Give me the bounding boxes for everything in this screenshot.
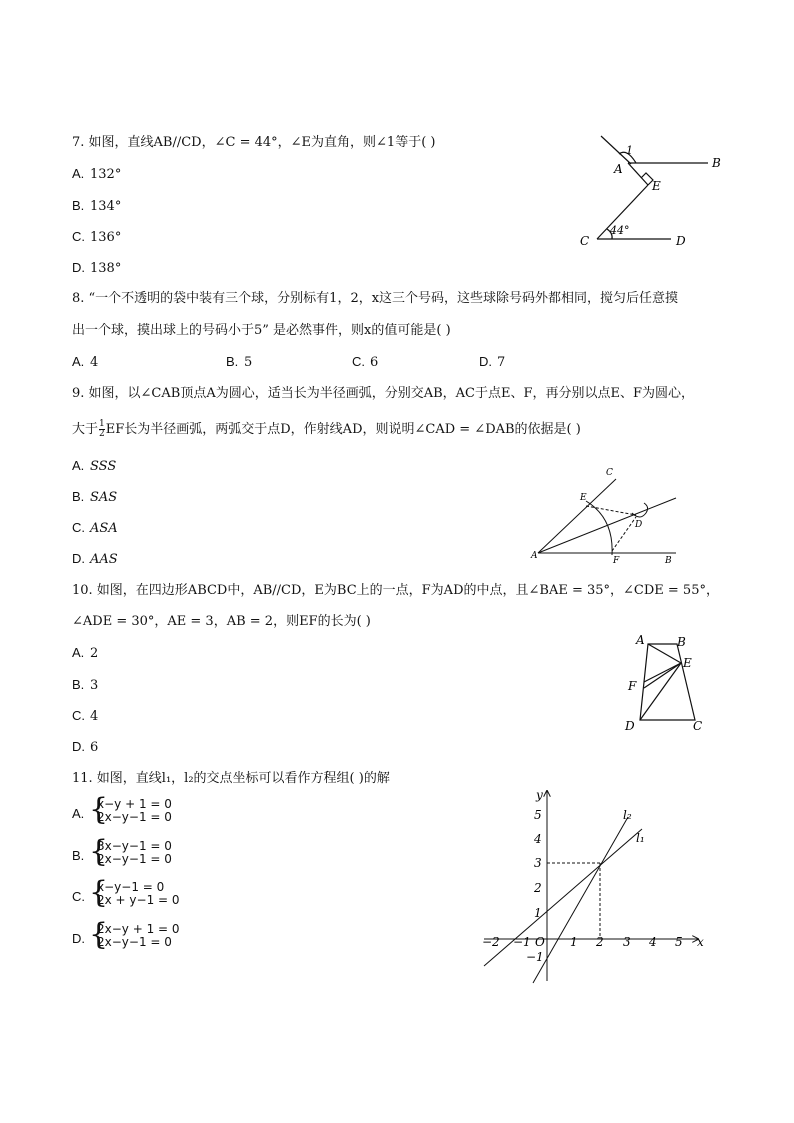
option-text: SAS bbox=[90, 490, 118, 505]
option-label: A. bbox=[72, 645, 85, 660]
brace-icon: { bbox=[89, 834, 109, 869]
x-tick-4: 4 bbox=[649, 935, 657, 949]
option-text: ASA bbox=[90, 521, 118, 536]
option-label: A. bbox=[72, 458, 85, 473]
option-text: SSS bbox=[90, 459, 117, 474]
q8-option-c[interactable] bbox=[352, 353, 378, 372]
label-f: F bbox=[628, 679, 637, 693]
label-a: A bbox=[531, 551, 538, 561]
q10-figure bbox=[620, 630, 710, 735]
label-a: A bbox=[636, 633, 645, 647]
equation-1: x−y + 1 = 0 bbox=[97, 797, 172, 811]
x-tick-2: 2 bbox=[596, 935, 604, 949]
option-label: D. bbox=[479, 354, 492, 369]
segment-de bbox=[640, 663, 681, 720]
label-b: B bbox=[677, 635, 686, 649]
label-c: C bbox=[606, 468, 613, 478]
text-pre: 大于 bbox=[72, 422, 99, 437]
label-d: D bbox=[635, 520, 643, 530]
label-1: 1 bbox=[626, 144, 633, 157]
q7-option-a[interactable] bbox=[72, 165, 121, 184]
y-tick-neg1: −1 bbox=[526, 950, 544, 964]
y-tick-3: 3 bbox=[534, 856, 542, 870]
y-tick-4: 4 bbox=[534, 832, 542, 846]
label-e: E bbox=[683, 656, 692, 670]
y-tick-1: 1 bbox=[534, 906, 542, 920]
label-d: D bbox=[625, 719, 635, 733]
x-tick-5: 5 bbox=[675, 935, 683, 949]
option-label: B. bbox=[72, 489, 85, 504]
q8-option-a[interactable] bbox=[72, 353, 98, 372]
equation-1: 2x−y + 1 = 0 bbox=[97, 922, 180, 936]
equation-2: 2x−y−1 = 0 bbox=[97, 852, 172, 866]
equation-1: 3x−y−1 = 0 bbox=[97, 839, 172, 853]
equation-2: 2x−y−1 = 0 bbox=[97, 935, 172, 949]
dashed-ed bbox=[586, 506, 636, 515]
option-label: A. bbox=[72, 354, 85, 369]
q7-option-b[interactable] bbox=[72, 197, 121, 216]
q9-option-a[interactable] bbox=[72, 457, 116, 476]
label-e: E bbox=[652, 179, 661, 193]
label-b: B bbox=[712, 156, 721, 170]
option-text: 134° bbox=[90, 199, 122, 214]
option-label: A. bbox=[72, 166, 85, 181]
segment-ef-extra bbox=[644, 663, 681, 688]
q10-stem-line1: 10. 如图，在四边形ABCD中，AB//CD，E为BC上的一点，F为AD的中点，且∠BAE = 35°，∠CDE = 55°， bbox=[72, 583, 719, 598]
option-label: C. bbox=[72, 889, 85, 904]
q10-stem-line2: ∠ADE = 30°，AE = 3，AB = 2，则EF的长为( ) bbox=[72, 614, 371, 629]
x-tick-3: 3 bbox=[623, 935, 631, 949]
option-text: 132° bbox=[90, 167, 122, 182]
equation-1: x−y−1 = 0 bbox=[97, 880, 165, 894]
q7-option-d[interactable] bbox=[72, 259, 121, 278]
option-label: B. bbox=[72, 677, 85, 692]
arc-ef bbox=[586, 501, 612, 555]
fraction-numerator: 1 bbox=[99, 419, 105, 429]
q10-option-c[interactable] bbox=[72, 707, 98, 726]
option-label: D. bbox=[72, 739, 85, 754]
q10-option-b[interactable] bbox=[72, 676, 98, 695]
label-e: E bbox=[580, 493, 587, 503]
option-label: D. bbox=[72, 260, 85, 275]
option-label: A. bbox=[72, 806, 85, 821]
label-f: F bbox=[613, 556, 620, 566]
ray-ac bbox=[538, 479, 616, 553]
label-44: 44° bbox=[610, 224, 630, 237]
label-a: A bbox=[614, 162, 623, 176]
q8-option-d[interactable] bbox=[479, 353, 505, 372]
l2-label: l₂ bbox=[623, 808, 632, 822]
option-label: C. bbox=[352, 354, 365, 369]
option-label: D. bbox=[72, 931, 85, 946]
q9-figure bbox=[528, 463, 688, 571]
option-text: 136° bbox=[90, 230, 122, 245]
option-label: B. bbox=[72, 198, 85, 213]
option-text: 5 bbox=[244, 355, 253, 370]
brace-icon: { bbox=[89, 792, 109, 827]
q8-stem-line1: 8. “一个不透明的袋中装有三个球，分别标有1，2，x这三个号码，这些球除号码外都相同，搅匀后任意摸 bbox=[72, 291, 679, 306]
q8-option-b[interactable] bbox=[226, 353, 252, 372]
x-tick-neg2: −2 bbox=[482, 935, 500, 949]
brace-icon: { bbox=[89, 917, 109, 952]
label-b: B bbox=[665, 556, 672, 566]
option-label: C. bbox=[72, 229, 85, 244]
q11-stem: 11. 如图，直线l₁，l₂的交点坐标可以看作方程组( )的解 bbox=[72, 771, 390, 786]
fraction-half bbox=[99, 420, 105, 439]
label-d: D bbox=[676, 234, 686, 248]
segment-fe bbox=[644, 663, 681, 682]
option-text: 4 bbox=[90, 355, 99, 370]
option-label: B. bbox=[72, 848, 85, 863]
equation-2: 2x + y−1 = 0 bbox=[97, 893, 180, 907]
q11-graph bbox=[480, 785, 715, 985]
fraction-denominator: 2 bbox=[99, 429, 105, 439]
text-post: EF长为半径画弧，两弧交于点D，作射线AD，则说明∠CAD = ∠DAB的依据是( ) bbox=[105, 422, 581, 437]
y-axis-label: y bbox=[536, 788, 543, 802]
q10-option-d[interactable] bbox=[72, 738, 98, 757]
option-label: B. bbox=[226, 354, 239, 369]
q9-stem-line1: 9. 如图，以∠CAB顶点A为圆心，适当长为半径画弧，分别交AB，AC于点E、F，再分别以点E、F为圆心， bbox=[72, 386, 695, 401]
option-text: AAS bbox=[90, 552, 118, 567]
option-text: 3 bbox=[90, 678, 99, 693]
q8-stem-line2: 出一个球，摸出球上的号码小于5” 是必然事件，则x的值可能是( ) bbox=[72, 323, 451, 338]
label-c: C bbox=[693, 719, 703, 733]
line-l1 bbox=[484, 829, 642, 966]
option-label: D. bbox=[72, 551, 85, 566]
label-c: C bbox=[580, 234, 590, 248]
option-text: 2 bbox=[90, 646, 99, 661]
q7-option-c[interactable] bbox=[72, 228, 121, 247]
q9-option-d[interactable] bbox=[72, 550, 118, 569]
x-tick-1: 1 bbox=[570, 935, 578, 949]
q7-figure bbox=[570, 130, 730, 255]
option-text: 4 bbox=[90, 709, 99, 724]
option-text: 7 bbox=[497, 355, 506, 370]
q10-option-a[interactable] bbox=[72, 644, 98, 663]
brace-icon: { bbox=[89, 875, 109, 910]
q9-option-b[interactable] bbox=[72, 488, 117, 507]
l1-label: l₁ bbox=[636, 831, 645, 845]
q9-stem-line2 bbox=[72, 420, 581, 439]
q9-option-c[interactable] bbox=[72, 519, 118, 538]
x-tick-neg1: −1 bbox=[513, 935, 531, 949]
option-label: C. bbox=[72, 708, 85, 723]
x-axis-label: x bbox=[697, 935, 704, 949]
option-text: 138° bbox=[90, 261, 122, 276]
equation-2: 2x−y−1 = 0 bbox=[97, 810, 172, 824]
ray-ad bbox=[538, 498, 676, 553]
y-tick-2: 2 bbox=[534, 881, 542, 895]
option-label: C. bbox=[72, 520, 85, 535]
option-text: 6 bbox=[370, 355, 379, 370]
origin-label: O bbox=[535, 935, 545, 949]
option-text: 6 bbox=[90, 740, 99, 755]
y-tick-5: 5 bbox=[534, 808, 542, 822]
q7-stem: 7. 如图，直线AB//CD，∠C = 44°，∠E为直角，则∠1等于( ) bbox=[72, 135, 436, 150]
